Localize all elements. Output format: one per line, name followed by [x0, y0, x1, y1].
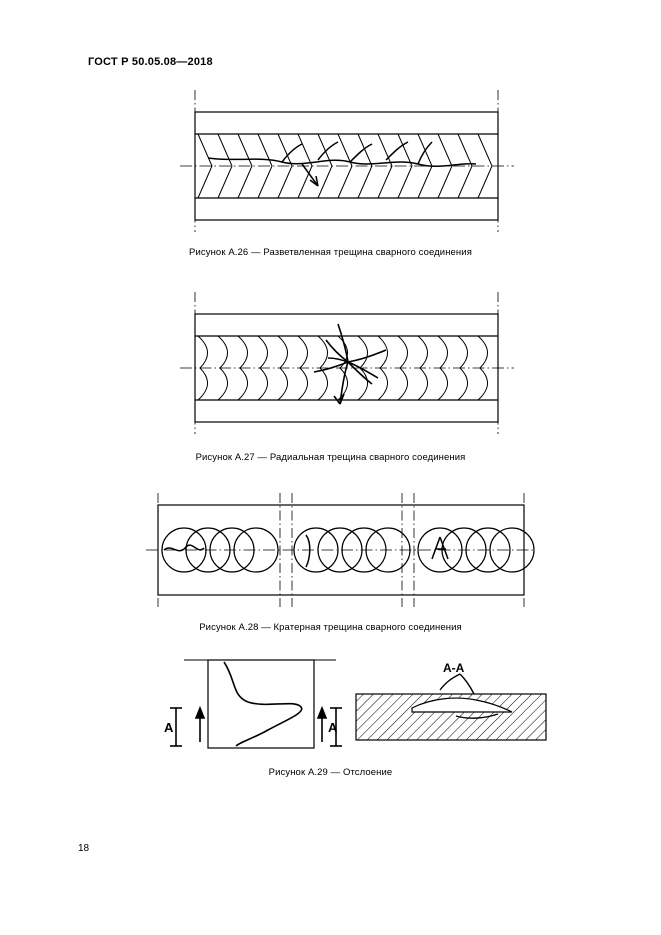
figure-a26-caption: Рисунок А.26 — Разветвленная трещина сварного соединения: [189, 247, 472, 258]
page-header: ГОСТ Р 50.05.08—2018: [88, 56, 213, 68]
svg-text:A: A: [164, 720, 174, 735]
figure-a28-caption: Рисунок А.28 — Кратерная трещина сварного соединения: [199, 622, 462, 633]
svg-text:A: A: [328, 720, 338, 735]
page-number: 18: [78, 843, 90, 854]
figure-a29-caption: Рисунок А.29 — Отслоение: [268, 767, 393, 778]
figure-a26: [150, 86, 530, 236]
figure-a27-caption: Рисунок А.27 — Радиальная трещина сварного соединения: [195, 452, 466, 463]
figure-a27: [150, 288, 530, 438]
figure-a29: [140, 650, 550, 762]
figure-a28: [140, 485, 540, 615]
svg-text:A-A: A-A: [443, 661, 465, 675]
